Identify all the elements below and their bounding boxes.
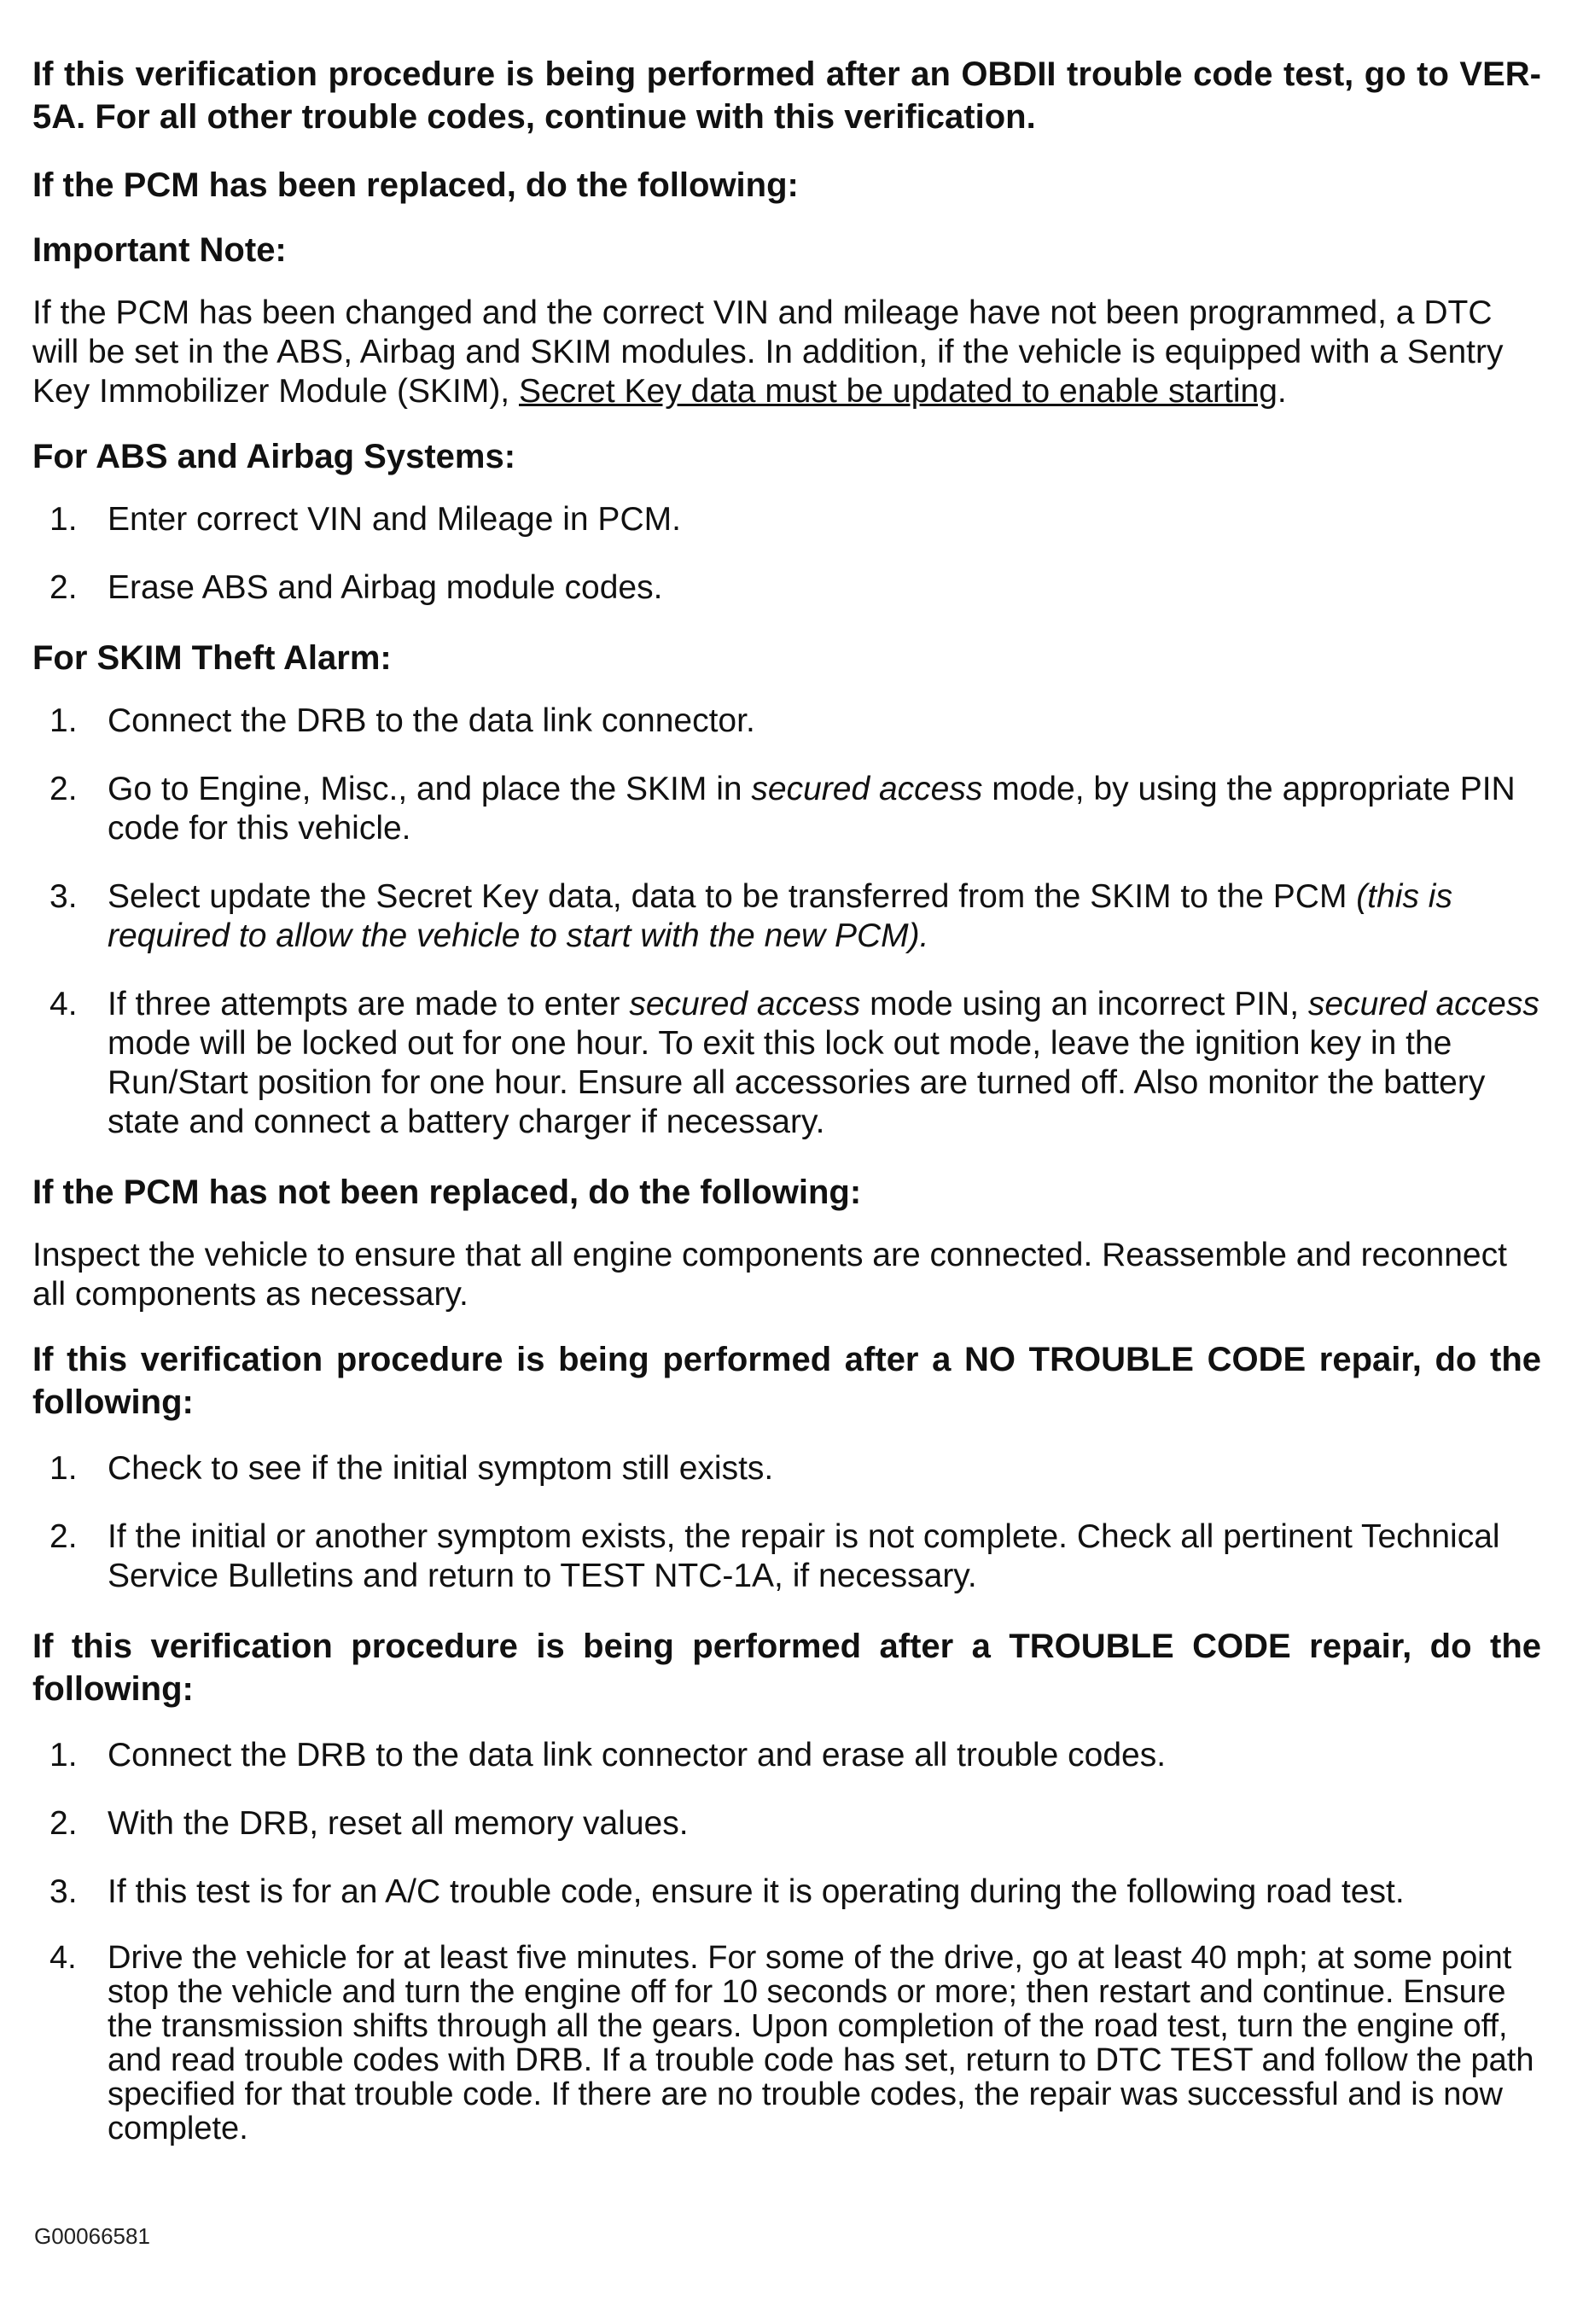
step-text: Erase ABS and Airbag module codes. <box>108 569 663 606</box>
step-number: 3. <box>49 1873 78 1910</box>
list-item <box>32 770 1541 848</box>
step-text: Drive the vehicle for at least five minutes. For some of the drive, go at least 40 mph; at some point stop the vehicle and turn the engine off for 10 seconds or more; then restart and continue. Ensure the transmission shifts through all the gears. Upon completion of the road test, turn the engine off, and read trouble codes with DRB. If a trouble code has set, return to DTC TEST and follow the path specified for that trouble code. If there are no trouble codes, the repair was successful and is now complete. <box>108 1940 1534 2146</box>
step-number: 2. <box>49 771 78 807</box>
step-number: 4. <box>49 1940 77 1976</box>
step-number: 1. <box>49 1450 78 1487</box>
heading-important-note: Important Note: <box>32 231 287 269</box>
step-text: Go to Engine, Misc., and place the SKIM in <box>108 771 752 807</box>
step-text: If the initial or another symptom exists, the repair is not complete. Check all pertinent Technical Service Bulletins and return to TEST NTC-1A, if necessary. <box>108 1518 1500 1594</box>
heading-skim-theft-alarm: For SKIM Theft Alarm: <box>32 639 392 677</box>
list-item <box>32 500 1541 539</box>
list-item <box>32 1941 1541 2146</box>
heading-trouble-code: If this verification procedure is being performed after a TROUBLE CODE repair, do the following: <box>32 1628 1541 1708</box>
step-number: 3. <box>49 878 78 915</box>
step-text: mode, by using the appropriate PIN code for this vehicle. <box>108 771 1516 847</box>
step-text-italic: secured access <box>1307 986 1539 1022</box>
note-end: . <box>1277 373 1287 410</box>
figure-id: G00066581 <box>34 2223 150 2249</box>
abs-steps-list <box>32 500 1541 608</box>
heading-no-trouble-code: If this verification procedure is being performed after a NO TROUBLE CODE repair, do the following: <box>32 1341 1541 1421</box>
step-number: 1. <box>49 702 78 739</box>
step-number: 2. <box>49 1518 78 1555</box>
step-text: Check to see if the initial symptom still exists. <box>108 1450 774 1487</box>
step-text-italic: (this is required to allow the vehicle to start with the new PCM). <box>108 878 1452 954</box>
list-item <box>32 702 1541 741</box>
note-underlined-text: Secret Key data must be updated to enable starting <box>518 373 1277 410</box>
heading-pcm-replaced: If the PCM has been replaced, do the following: <box>32 166 799 204</box>
no-trouble-steps-list <box>32 1449 1541 1596</box>
step-text-italic: secured access <box>751 771 983 807</box>
list-item <box>32 985 1541 1142</box>
step-text: If this test is for an A/C trouble code, ensure it is operating during the following road test. <box>108 1873 1405 1910</box>
step-text: If three attempts are made to enter <box>108 986 630 1022</box>
step-number: 4. <box>49 986 78 1022</box>
step-text-italic: secured access <box>629 986 861 1022</box>
step-text: mode will be locked out for one hour. To exit this lock out mode, leave the ignition key in the Run/Start position for one hour. Ensure all accessories are turned off. Also monitor the battery state and connect a battery charger if necessary. <box>108 1025 1486 1140</box>
step-number: 1. <box>49 501 78 538</box>
heading-pcm-not-replaced: If the PCM has not been replaced, do the following: <box>32 1174 862 1211</box>
step-number: 1. <box>49 1737 78 1774</box>
step-text: Enter correct VIN and Mileage in PCM. <box>108 501 681 538</box>
heading-abs-airbag: For ABS and Airbag Systems: <box>32 438 516 475</box>
trouble-steps-list <box>32 1736 1541 2146</box>
list-item <box>32 1517 1541 1596</box>
list-item <box>32 877 1541 956</box>
obd-intro-paragraph: If this verification procedure is being performed after an OBDII trouble code test, go to VER-5A. For all other trouble codes, continue with this verification. <box>32 55 1541 136</box>
step-text: Connect the DRB to the data link connector and erase all trouble codes. <box>108 1737 1167 1774</box>
list-item <box>32 1449 1541 1488</box>
list-item <box>32 1804 1541 1843</box>
step-number: 2. <box>49 1805 78 1842</box>
step-text: mode using an incorrect PIN, <box>860 986 1308 1022</box>
important-note-paragraph <box>32 294 1541 411</box>
step-text: Select update the Secret Key data, data to be transferred from the SKIM to the PCM <box>108 878 1357 915</box>
inspect-paragraph: Inspect the vehicle to ensure that all engine components are connected. Reassemble and reconnect all components as necessary. <box>32 1237 1507 1313</box>
list-item <box>32 1873 1541 1912</box>
list-item <box>32 568 1541 608</box>
list-item <box>32 1736 1541 1775</box>
document-page <box>32 53 1541 2175</box>
step-number: 2. <box>49 569 78 606</box>
skim-steps-list <box>32 702 1541 1142</box>
note-text: If the PCM has been changed and the correct VIN and mileage have not been programmed, a DTC will be set in the ABS, Airbag and SKIM modules. In addition, if the vehicle is equipped with a Sentry Key Immobilizer Module (SKIM), <box>32 294 1504 410</box>
step-text: With the DRB, reset all memory values. <box>108 1805 689 1842</box>
step-text: Connect the DRB to the data link connector. <box>108 702 755 739</box>
